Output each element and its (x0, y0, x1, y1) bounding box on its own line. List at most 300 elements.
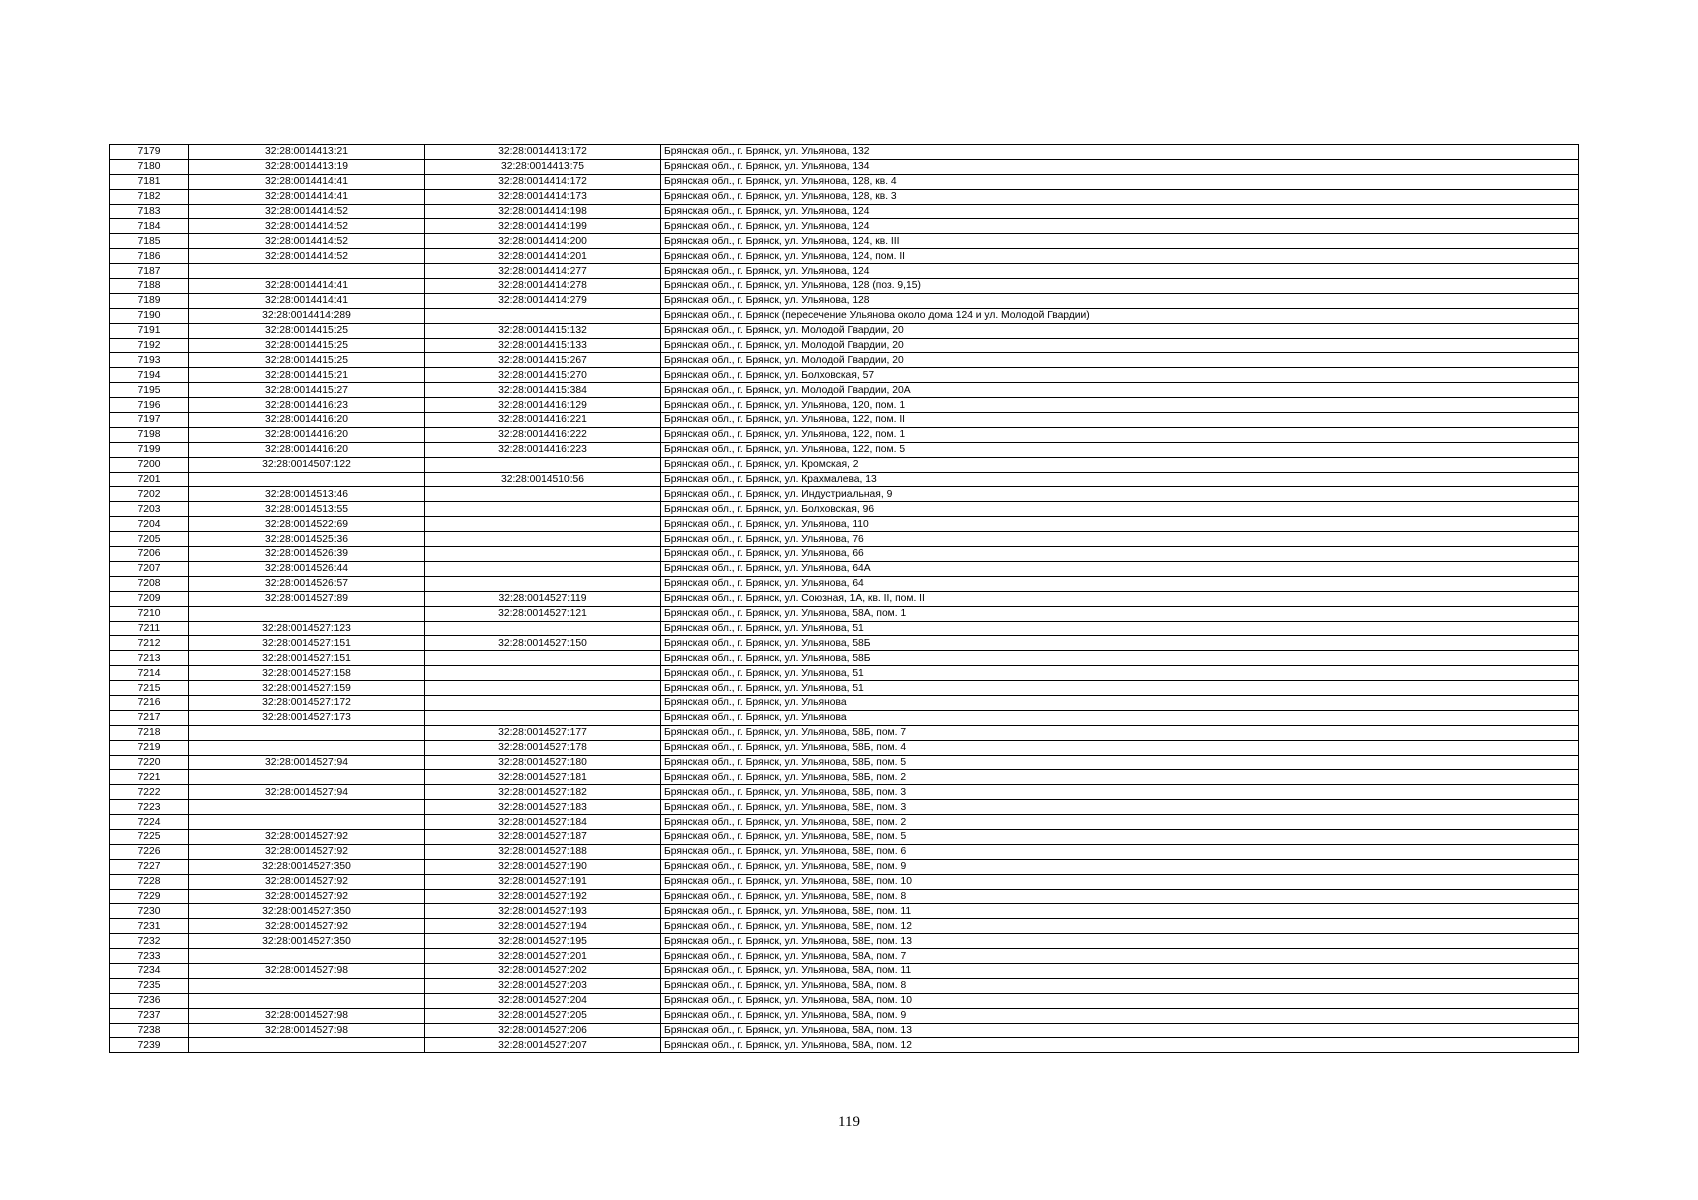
table-row (110, 368, 1579, 383)
row-number-cell: 7230 (110, 904, 189, 919)
building-cadastral-number-cell (425, 502, 661, 517)
address-cell: Брянская обл., г. Брянск, ул. Ульянова, 58А, пом. 7 (661, 949, 1579, 964)
address-cell: Брянская обл., г. Брянск, ул. Ульянова, 58А, пом. 10 (661, 993, 1579, 1008)
row-number-cell: 7220 (110, 755, 189, 770)
table-row (110, 145, 1579, 160)
row-number-cell: 7228 (110, 874, 189, 889)
building-cadastral-number-cell (425, 487, 661, 502)
land-cadastral-number-cell (189, 264, 425, 279)
row-number-cell: 7182 (110, 189, 189, 204)
land-cadastral-number-cell: 32:28:0014416:23 (189, 398, 425, 413)
address-cell: Брянская обл., г. Брянск, ул. Союзная, 1А, кв. II, пом. II (661, 591, 1579, 606)
table-row (110, 963, 1579, 978)
address-cell: Брянская обл., г. Брянск, ул. Индустриальная, 9 (661, 487, 1579, 502)
table-row (110, 427, 1579, 442)
registry-sheet (109, 144, 1579, 1053)
address-cell: Брянская обл., г. Брянск, ул. Ульянова, 58А, пом. 9 (661, 1008, 1579, 1023)
row-number-cell: 7211 (110, 621, 189, 636)
row-number-cell: 7216 (110, 695, 189, 710)
address-cell: Брянская обл., г. Брянск, ул. Молодой Гвардии, 20 (661, 353, 1579, 368)
row-number-cell: 7196 (110, 398, 189, 413)
table-row (110, 621, 1579, 636)
land-cadastral-number-cell: 32:28:0014527:173 (189, 710, 425, 725)
land-cadastral-number-cell: 32:28:0014527:89 (189, 591, 425, 606)
building-cadastral-number-cell: 32:28:0014527:204 (425, 993, 661, 1008)
table-row (110, 710, 1579, 725)
row-number-cell: 7205 (110, 532, 189, 547)
table-row (110, 591, 1579, 606)
address-cell: Брянская обл., г. Брянск, ул. Ульянова, 124, пом. II (661, 249, 1579, 264)
row-number-cell: 7226 (110, 844, 189, 859)
table-row (110, 800, 1579, 815)
address-cell: Брянская обл., г. Брянск, ул. Ульянова, 58А, пом. 12 (661, 1038, 1579, 1053)
address-cell: Брянская обл., г. Брянск, ул. Ульянова, 58Е, пом. 10 (661, 874, 1579, 889)
table-row (110, 293, 1579, 308)
land-cadastral-number-cell: 32:28:0014522:69 (189, 517, 425, 532)
row-number-cell: 7194 (110, 368, 189, 383)
land-cadastral-number-cell: 32:28:0014525:36 (189, 532, 425, 547)
table-row (110, 829, 1579, 844)
address-cell: Брянская обл., г. Брянск, ул. Ульянова, 58Е, пом. 8 (661, 889, 1579, 904)
table-row (110, 949, 1579, 964)
row-number-cell: 7219 (110, 740, 189, 755)
land-cadastral-number-cell: 32:28:0014415:25 (189, 323, 425, 338)
address-cell: Брянская обл., г. Брянск, ул. Молодой Гвардии, 20 (661, 338, 1579, 353)
building-cadastral-number-cell (425, 695, 661, 710)
row-number-cell: 7232 (110, 934, 189, 949)
table-row (110, 249, 1579, 264)
building-cadastral-number-cell: 32:28:0014413:172 (425, 145, 661, 160)
row-number-cell: 7204 (110, 517, 189, 532)
address-cell: Брянская обл., г. Брянск, ул. Ульянова, 64 (661, 576, 1579, 591)
building-cadastral-number-cell: 32:28:0014527:203 (425, 978, 661, 993)
building-cadastral-number-cell: 32:28:0014527:206 (425, 1023, 661, 1038)
building-cadastral-number-cell: 32:28:0014415:270 (425, 368, 661, 383)
row-number-cell: 7229 (110, 889, 189, 904)
land-cadastral-number-cell: 32:28:0014526:57 (189, 576, 425, 591)
land-cadastral-number-cell: 32:28:0014414:41 (189, 293, 425, 308)
building-cadastral-number-cell: 32:28:0014527:180 (425, 755, 661, 770)
address-cell: Брянская обл., г. Брянск, ул. Ульянова, 58Б, пом. 3 (661, 785, 1579, 800)
row-number-cell: 7179 (110, 145, 189, 160)
land-cadastral-number-cell: 32:28:0014415:25 (189, 353, 425, 368)
land-cadastral-number-cell: 32:28:0014526:39 (189, 547, 425, 562)
land-cadastral-number-cell: 32:28:0014527:92 (189, 889, 425, 904)
land-cadastral-number-cell: 32:28:0014413:19 (189, 159, 425, 174)
building-cadastral-number-cell: 32:28:0014414:278 (425, 279, 661, 294)
building-cadastral-number-cell: 32:28:0014415:132 (425, 323, 661, 338)
land-cadastral-number-cell (189, 1038, 425, 1053)
table-row (110, 978, 1579, 993)
land-cadastral-number-cell (189, 815, 425, 830)
row-number-cell: 7188 (110, 279, 189, 294)
address-cell: Брянская обл., г. Брянск, ул. Молодой Гвардии, 20А (661, 383, 1579, 398)
building-cadastral-number-cell: 32:28:0014414:279 (425, 293, 661, 308)
building-cadastral-number-cell: 32:28:0014527:195 (425, 934, 661, 949)
address-cell: Брянская обл., г. Брянск, ул. Ульянова, 58Б (661, 636, 1579, 651)
table-row (110, 666, 1579, 681)
land-cadastral-number-cell: 32:28:0014414:289 (189, 308, 425, 323)
table-row (110, 323, 1579, 338)
building-cadastral-number-cell: 32:28:0014527:178 (425, 740, 661, 755)
table-row (110, 204, 1579, 219)
table-row (110, 219, 1579, 234)
building-cadastral-number-cell (425, 666, 661, 681)
table-row (110, 1038, 1579, 1053)
address-cell: Брянская обл., г. Брянск, ул. Ульянова, 58А, пом. 13 (661, 1023, 1579, 1038)
row-number-cell: 7231 (110, 919, 189, 934)
land-cadastral-number-cell: 32:28:0014513:55 (189, 502, 425, 517)
table-row (110, 874, 1579, 889)
table-row (110, 517, 1579, 532)
building-cadastral-number-cell: 32:28:0014527:121 (425, 606, 661, 621)
registry-table (109, 144, 1579, 1053)
building-cadastral-number-cell: 32:28:0014527:150 (425, 636, 661, 651)
row-number-cell: 7189 (110, 293, 189, 308)
table-row (110, 740, 1579, 755)
land-cadastral-number-cell: 32:28:0014414:52 (189, 204, 425, 219)
land-cadastral-number-cell: 32:28:0014416:20 (189, 427, 425, 442)
land-cadastral-number-cell: 32:28:0014527:98 (189, 1023, 425, 1038)
land-cadastral-number-cell: 32:28:0014415:27 (189, 383, 425, 398)
building-cadastral-number-cell (425, 547, 661, 562)
table-row (110, 576, 1579, 591)
building-cadastral-number-cell (425, 651, 661, 666)
building-cadastral-number-cell: 32:28:0014527:119 (425, 591, 661, 606)
land-cadastral-number-cell: 32:28:0014527:158 (189, 666, 425, 681)
building-cadastral-number-cell: 32:28:0014414:198 (425, 204, 661, 219)
land-cadastral-number-cell (189, 472, 425, 487)
table-row (110, 636, 1579, 651)
building-cadastral-number-cell: 32:28:0014527:207 (425, 1038, 661, 1053)
row-number-cell: 7200 (110, 457, 189, 472)
land-cadastral-number-cell: 32:28:0014527:92 (189, 844, 425, 859)
address-cell: Брянская обл., г. Брянск, ул. Ульянова, 58Е, пом. 6 (661, 844, 1579, 859)
building-cadastral-number-cell: 32:28:0014414:172 (425, 174, 661, 189)
land-cadastral-number-cell: 32:28:0014527:350 (189, 904, 425, 919)
land-cadastral-number-cell (189, 725, 425, 740)
row-number-cell: 7197 (110, 413, 189, 428)
building-cadastral-number-cell: 32:28:0014416:221 (425, 413, 661, 428)
table-row (110, 651, 1579, 666)
table-row (110, 338, 1579, 353)
land-cadastral-number-cell: 32:28:0014414:52 (189, 234, 425, 249)
land-cadastral-number-cell (189, 993, 425, 1008)
row-number-cell: 7227 (110, 859, 189, 874)
address-cell: Брянская обл., г. Брянск, ул. Ульянова, 124 (661, 219, 1579, 234)
land-cadastral-number-cell (189, 949, 425, 964)
table-row (110, 487, 1579, 502)
row-number-cell: 7238 (110, 1023, 189, 1038)
table-row (110, 353, 1579, 368)
address-cell: Брянская обл., г. Брянск, ул. Ульянова, 110 (661, 517, 1579, 532)
building-cadastral-number-cell: 32:28:0014414:277 (425, 264, 661, 279)
building-cadastral-number-cell (425, 532, 661, 547)
table-row (110, 279, 1579, 294)
building-cadastral-number-cell: 32:28:0014414:201 (425, 249, 661, 264)
land-cadastral-number-cell: 32:28:0014527:94 (189, 755, 425, 770)
address-cell: Брянская обл., г. Брянск, ул. Болховская, 57 (661, 368, 1579, 383)
address-cell: Брянская обл., г. Брянск, ул. Кромская, 2 (661, 457, 1579, 472)
row-number-cell: 7223 (110, 800, 189, 815)
land-cadastral-number-cell: 32:28:0014413:21 (189, 145, 425, 160)
row-number-cell: 7183 (110, 204, 189, 219)
land-cadastral-number-cell: 32:28:0014527:92 (189, 874, 425, 889)
row-number-cell: 7225 (110, 829, 189, 844)
row-number-cell: 7215 (110, 681, 189, 696)
row-number-cell: 7191 (110, 323, 189, 338)
address-cell: Брянская обл., г. Брянск, ул. Ульянова, 58Е, пом. 9 (661, 859, 1579, 874)
table-row (110, 606, 1579, 621)
address-cell: Брянская обл., г. Брянск, ул. Ульянова, 58Е, пом. 2 (661, 815, 1579, 830)
building-cadastral-number-cell: 32:28:0014416:129 (425, 398, 661, 413)
address-cell: Брянская обл., г. Брянск, ул. Ульянова, 58Е, пом. 11 (661, 904, 1579, 919)
address-cell: Брянская обл., г. Брянск, ул. Ульянова, 58Б, пом. 7 (661, 725, 1579, 740)
row-number-cell: 7190 (110, 308, 189, 323)
row-number-cell: 7222 (110, 785, 189, 800)
building-cadastral-number-cell: 32:28:0014415:384 (425, 383, 661, 398)
table-row (110, 264, 1579, 279)
table-row (110, 695, 1579, 710)
address-cell: Брянская обл., г. Брянск, ул. Ульянова, 124 (661, 204, 1579, 219)
building-cadastral-number-cell: 32:28:0014527:177 (425, 725, 661, 740)
address-cell: Брянская обл., г. Брянск, ул. Ульянова, 58А, пом. 1 (661, 606, 1579, 621)
table-row (110, 159, 1579, 174)
building-cadastral-number-cell: 32:28:0014413:75 (425, 159, 661, 174)
address-cell: Брянская обл., г. Брянск, ул. Ульянова, 134 (661, 159, 1579, 174)
row-number-cell: 7209 (110, 591, 189, 606)
address-cell: Брянская обл., г. Брянск, ул. Ульянова, 58А, пом. 11 (661, 963, 1579, 978)
table-row (110, 442, 1579, 457)
row-number-cell: 7221 (110, 770, 189, 785)
table-row (110, 725, 1579, 740)
address-cell: Брянская обл., г. Брянск, ул. Ульянова, 120, пом. 1 (661, 398, 1579, 413)
building-cadastral-number-cell (425, 621, 661, 636)
address-cell: Брянская обл., г. Брянск, ул. Ульянова, 51 (661, 621, 1579, 636)
address-cell: Брянская обл., г. Брянск, ул. Ульянова, 58А, пом. 8 (661, 978, 1579, 993)
table-row (110, 234, 1579, 249)
address-cell: Брянская обл., г. Брянск, ул. Ульянова, 58Е, пом. 5 (661, 829, 1579, 844)
land-cadastral-number-cell: 32:28:0014414:52 (189, 249, 425, 264)
building-cadastral-number-cell (425, 710, 661, 725)
row-number-cell: 7193 (110, 353, 189, 368)
land-cadastral-number-cell: 32:28:0014527:151 (189, 636, 425, 651)
building-cadastral-number-cell (425, 308, 661, 323)
address-cell: Брянская обл., г. Брянск, ул. Молодой Гвардии, 20 (661, 323, 1579, 338)
row-number-cell: 7185 (110, 234, 189, 249)
address-cell: Брянская обл., г. Брянск, ул. Ульянова, 58Е, пом. 3 (661, 800, 1579, 815)
table-row (110, 398, 1579, 413)
address-cell: Брянская обл., г. Брянск, ул. Ульянова (661, 710, 1579, 725)
row-number-cell: 7224 (110, 815, 189, 830)
address-cell: Брянская обл., г. Брянск, ул. Ульянова, 64А (661, 561, 1579, 576)
land-cadastral-number-cell: 32:28:0014415:25 (189, 338, 425, 353)
land-cadastral-number-cell: 32:28:0014527:172 (189, 695, 425, 710)
registry-table-body (110, 145, 1579, 1053)
land-cadastral-number-cell: 32:28:0014415:21 (189, 368, 425, 383)
row-number-cell: 7202 (110, 487, 189, 502)
land-cadastral-number-cell (189, 978, 425, 993)
building-cadastral-number-cell: 32:28:0014415:133 (425, 338, 661, 353)
building-cadastral-number-cell: 32:28:0014527:187 (425, 829, 661, 844)
table-row (110, 174, 1579, 189)
table-row (110, 457, 1579, 472)
row-number-cell: 7233 (110, 949, 189, 964)
land-cadastral-number-cell: 32:28:0014414:41 (189, 279, 425, 294)
address-cell: Брянская обл., г. Брянск, ул. Ульянова, 51 (661, 666, 1579, 681)
building-cadastral-number-cell: 32:28:0014414:173 (425, 189, 661, 204)
address-cell: Брянская обл., г. Брянск, ул. Ульянова, 128, кв. 3 (661, 189, 1579, 204)
building-cadastral-number-cell: 32:28:0014414:200 (425, 234, 661, 249)
building-cadastral-number-cell: 32:28:0014527:193 (425, 904, 661, 919)
table-row (110, 561, 1579, 576)
building-cadastral-number-cell: 32:28:0014527:188 (425, 844, 661, 859)
row-number-cell: 7210 (110, 606, 189, 621)
address-cell: Брянская обл., г. Брянск, ул. Ульянова, 51 (661, 681, 1579, 696)
address-cell: Брянская обл., г. Брянск, ул. Ульянова, 128, кв. 4 (661, 174, 1579, 189)
table-row (110, 755, 1579, 770)
building-cadastral-number-cell: 32:28:0014527:205 (425, 1008, 661, 1023)
table-row (110, 919, 1579, 934)
address-cell: Брянская обл., г. Брянск, ул. Ульянова, 58Е, пом. 12 (661, 919, 1579, 934)
table-row (110, 413, 1579, 428)
address-cell: Брянская обл., г. Брянск, ул. Ульянова, 122, пом. 5 (661, 442, 1579, 457)
row-number-cell: 7235 (110, 978, 189, 993)
address-cell: Брянская обл., г. Брянск, ул. Ульянова, 58Б, пом. 2 (661, 770, 1579, 785)
table-row (110, 844, 1579, 859)
table-row (110, 189, 1579, 204)
address-cell: Брянская обл., г. Брянск, ул. Ульянова, 66 (661, 547, 1579, 562)
building-cadastral-number-cell: 32:28:0014415:267 (425, 353, 661, 368)
building-cadastral-number-cell (425, 517, 661, 532)
row-number-cell: 7195 (110, 383, 189, 398)
row-number-cell: 7212 (110, 636, 189, 651)
table-row (110, 681, 1579, 696)
building-cadastral-number-cell (425, 681, 661, 696)
table-row (110, 934, 1579, 949)
table-row (110, 472, 1579, 487)
land-cadastral-number-cell: 32:28:0014527:92 (189, 919, 425, 934)
land-cadastral-number-cell: 32:28:0014526:44 (189, 561, 425, 576)
row-number-cell: 7208 (110, 576, 189, 591)
address-cell: Брянская обл., г. Брянск, ул. Ульянова, 124 (661, 264, 1579, 279)
address-cell: Брянская обл., г. Брянск, ул. Ульянова, 58Б (661, 651, 1579, 666)
row-number-cell: 7206 (110, 547, 189, 562)
address-cell: Брянская обл., г. Брянск (пересечение Ульянова около дома 124 и ул. Молодой Гвардии) (661, 308, 1579, 323)
row-number-cell: 7180 (110, 159, 189, 174)
building-cadastral-number-cell: 32:28:0014527:184 (425, 815, 661, 830)
land-cadastral-number-cell: 32:28:0014527:350 (189, 859, 425, 874)
address-cell: Брянская обл., г. Брянск, ул. Ульянова, 122, пом. 1 (661, 427, 1579, 442)
page-number: 119 (838, 1114, 860, 1130)
building-cadastral-number-cell: 32:28:0014527:182 (425, 785, 661, 800)
building-cadastral-number-cell (425, 561, 661, 576)
address-cell: Брянская обл., г. Брянск, ул. Ульянова, 128 (поз. 9,15) (661, 279, 1579, 294)
table-row (110, 770, 1579, 785)
address-cell: Брянская обл., г. Брянск, ул. Болховская, 96 (661, 502, 1579, 517)
row-number-cell: 7199 (110, 442, 189, 457)
row-number-cell: 7192 (110, 338, 189, 353)
row-number-cell: 7239 (110, 1038, 189, 1053)
row-number-cell: 7213 (110, 651, 189, 666)
land-cadastral-number-cell (189, 770, 425, 785)
table-row (110, 532, 1579, 547)
row-number-cell: 7234 (110, 963, 189, 978)
row-number-cell: 7184 (110, 219, 189, 234)
building-cadastral-number-cell: 32:28:0014414:199 (425, 219, 661, 234)
land-cadastral-number-cell: 32:28:0014416:20 (189, 413, 425, 428)
row-number-cell: 7187 (110, 264, 189, 279)
land-cadastral-number-cell: 32:28:0014527:92 (189, 829, 425, 844)
land-cadastral-number-cell: 32:28:0014527:98 (189, 1008, 425, 1023)
address-cell: Брянская обл., г. Брянск, ул. Ульянова, 124, кв. III (661, 234, 1579, 249)
land-cadastral-number-cell: 32:28:0014414:41 (189, 189, 425, 204)
table-row (110, 1023, 1579, 1038)
address-cell: Брянская обл., г. Брянск, ул. Ульянова, 132 (661, 145, 1579, 160)
row-number-cell: 7214 (110, 666, 189, 681)
table-row (110, 383, 1579, 398)
building-cadastral-number-cell: 32:28:0014527:192 (425, 889, 661, 904)
row-number-cell: 7201 (110, 472, 189, 487)
table-row (110, 785, 1579, 800)
building-cadastral-number-cell: 32:28:0014527:183 (425, 800, 661, 815)
building-cadastral-number-cell (425, 576, 661, 591)
table-row (110, 993, 1579, 1008)
address-cell: Брянская обл., г. Брянск, ул. Крахмалева, 13 (661, 472, 1579, 487)
land-cadastral-number-cell: 32:28:0014527:98 (189, 963, 425, 978)
building-cadastral-number-cell: 32:28:0014527:202 (425, 963, 661, 978)
row-number-cell: 7207 (110, 561, 189, 576)
land-cadastral-number-cell: 32:28:0014416:20 (189, 442, 425, 457)
building-cadastral-number-cell: 32:28:0014527:190 (425, 859, 661, 874)
address-cell: Брянская обл., г. Брянск, ул. Ульянова, 58Е, пом. 13 (661, 934, 1579, 949)
table-row (110, 1008, 1579, 1023)
building-cadastral-number-cell: 32:28:0014416:222 (425, 427, 661, 442)
row-number-cell: 7181 (110, 174, 189, 189)
land-cadastral-number-cell (189, 606, 425, 621)
building-cadastral-number-cell: 32:28:0014527:181 (425, 770, 661, 785)
address-cell: Брянская обл., г. Брянск, ул. Ульянова, 128 (661, 293, 1579, 308)
table-row (110, 859, 1579, 874)
table-row (110, 547, 1579, 562)
row-number-cell: 7186 (110, 249, 189, 264)
land-cadastral-number-cell: 32:28:0014527:94 (189, 785, 425, 800)
land-cadastral-number-cell: 32:28:0014414:41 (189, 174, 425, 189)
address-cell: Брянская обл., г. Брянск, ул. Ульянова, 58Б, пом. 4 (661, 740, 1579, 755)
building-cadastral-number-cell: 32:28:0014416:223 (425, 442, 661, 457)
address-cell: Брянская обл., г. Брянск, ул. Ульянова, 76 (661, 532, 1579, 547)
land-cadastral-number-cell: 32:28:0014513:46 (189, 487, 425, 502)
land-cadastral-number-cell (189, 740, 425, 755)
land-cadastral-number-cell (189, 800, 425, 815)
building-cadastral-number-cell (425, 457, 661, 472)
row-number-cell: 7198 (110, 427, 189, 442)
table-row (110, 308, 1579, 323)
row-number-cell: 7217 (110, 710, 189, 725)
row-number-cell: 7218 (110, 725, 189, 740)
address-cell: Брянская обл., г. Брянск, ул. Ульянова, 58Б, пом. 5 (661, 755, 1579, 770)
row-number-cell: 7236 (110, 993, 189, 1008)
building-cadastral-number-cell: 32:28:0014527:191 (425, 874, 661, 889)
land-cadastral-number-cell: 32:28:0014527:159 (189, 681, 425, 696)
table-row (110, 502, 1579, 517)
row-number-cell: 7203 (110, 502, 189, 517)
building-cadastral-number-cell: 32:28:0014527:201 (425, 949, 661, 964)
land-cadastral-number-cell: 32:28:0014414:52 (189, 219, 425, 234)
address-cell: Брянская обл., г. Брянск, ул. Ульянова (661, 695, 1579, 710)
row-number-cell: 7237 (110, 1008, 189, 1023)
address-cell: Брянская обл., г. Брянск, ул. Ульянова, 122, пом. II (661, 413, 1579, 428)
